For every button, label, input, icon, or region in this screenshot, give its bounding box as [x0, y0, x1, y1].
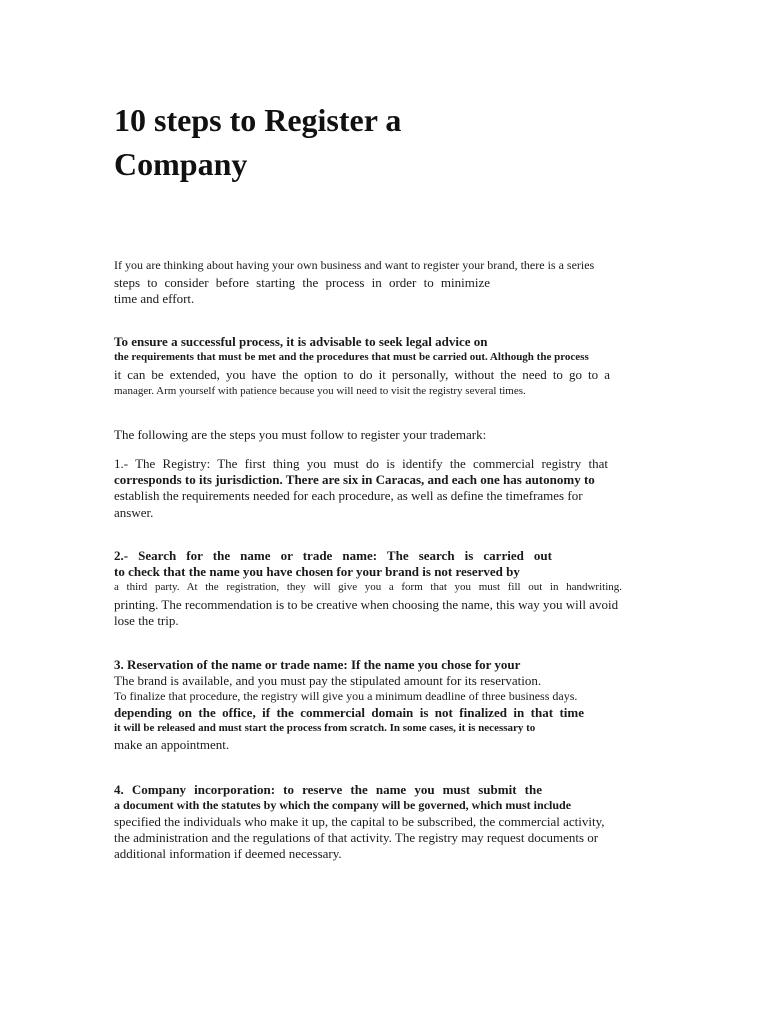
text-line: 3. Reservation of the name or trade name: If the name you chose for your: [114, 657, 521, 672]
text-line: steps to consider before starting the process in order to minimize: [114, 275, 490, 290]
text-line: 2.- Search for the name or trade name: The search is carried out: [114, 548, 552, 563]
text-line: specified the individuals who make it up, the capital to be subscribed, the commercial activity,: [114, 814, 605, 829]
text-line: lose the trip.: [114, 613, 179, 628]
text-line: corresponds to its jurisdiction. There are six in Caracas, and each one has autonomy to: [114, 472, 595, 487]
text-line: The following are the steps you must follow to register your trademark:: [114, 427, 487, 442]
text-line: To finalize that procedure, the registry will give you a minimum deadline of three business days.: [114, 689, 578, 703]
text-line: establish the requirements needed for each procedure, as well as define the timeframes for: [114, 488, 583, 503]
text-line: the administration and the regulations of that activity. The registry may request documents or: [114, 830, 599, 845]
text-line: 1.- The Registry: The first thing you must do is identify the commercial registry that: [114, 456, 608, 471]
text-line: additional information if deemed necessary.: [114, 846, 342, 861]
text-line: If you are thinking about having your own business and want to register your brand, there is a series: [114, 258, 595, 272]
text-line: a third party. At the registration, they will give you a form that you must fill out in handwriting.: [114, 581, 622, 593]
text-line: make an appointment.: [114, 737, 230, 752]
text-line: it can be extended, you have the option to do it personally, without the need to go to a: [114, 367, 610, 382]
text-line: The brand is available, and you must pay the stipulated amount for its reservation.: [114, 673, 542, 688]
text-line: to check that the name you have chosen for your brand is not reserved by: [114, 564, 520, 579]
text-line: the requirements that must be met and the procedures that must be carried out. Although the process: [114, 351, 589, 363]
text-line: time and effort.: [114, 291, 195, 306]
text-line: printing. The recommendation is to be creative when choosing the name, this way you will avoid: [114, 597, 619, 612]
text-line: a document with the statutes by which the company will be governed, which must include: [114, 798, 572, 812]
text-line: it will be released and must start the process from scratch. In some cases, it is necessary to: [114, 722, 536, 734]
text-line: To ensure a successful process, it is advisable to seek legal advice on: [114, 334, 488, 349]
text-line: answer.: [114, 505, 154, 520]
text-line: 4. Company incorporation: to reserve the name you must submit the: [114, 782, 542, 797]
text-line: depending on the office, if the commercial domain is not finalized in that time: [114, 705, 584, 720]
document-title: 10 steps to Register a Company: [114, 102, 402, 182]
text-line: manager. Arm yourself with patience because you will need to visit the registry several times.: [114, 385, 526, 397]
